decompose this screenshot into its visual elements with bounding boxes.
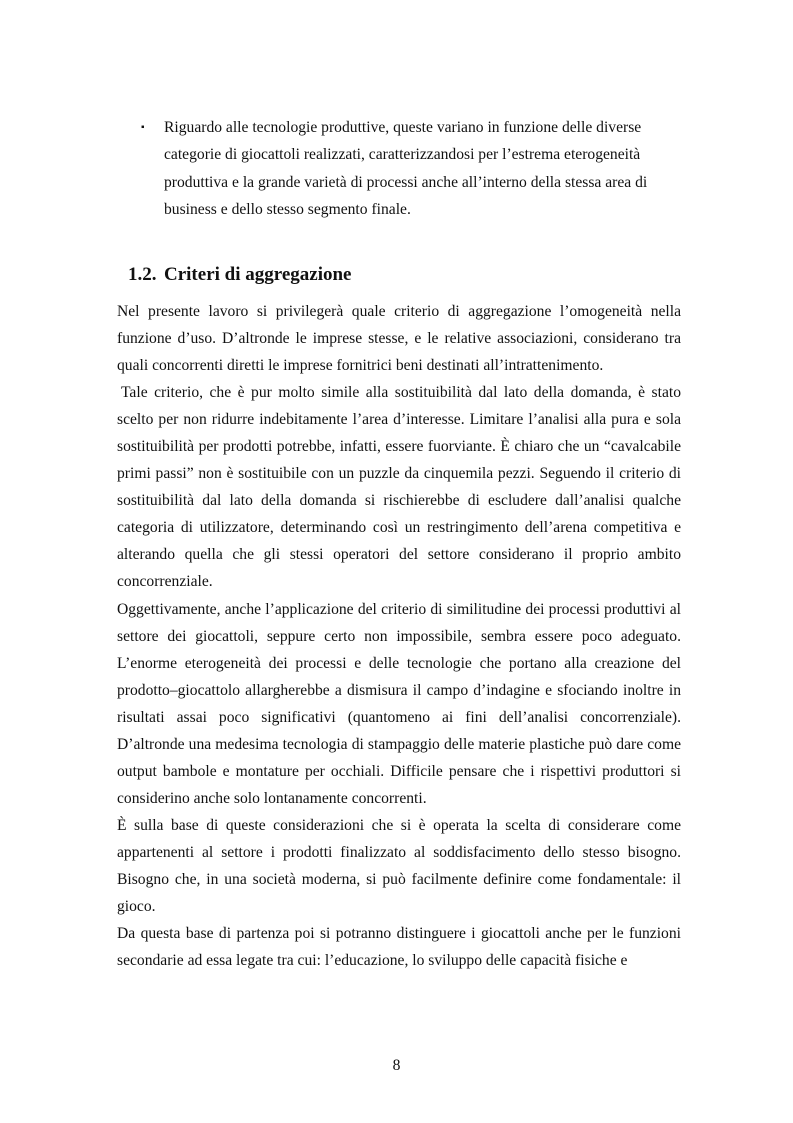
paragraph: È sulla base di queste considerazioni che si è operata la scelta di considerare come appartenenti al settore i prodotti finalizzato al soddisfacimento dello stesso bisogno. Bisogno che, in una società moderna, si può facilmente definire come fondamentale: il gioco. [117, 816, 681, 916]
bullet-text: Riguardo alle tecnologie produttive, queste variano in funzione delle diverse categorie di giocattoli realizzati, caratterizzandosi per l’estrema eterogeneità produttiva e la grande varietà di processi anche all’interno della stessa area di business e dello stesso segmento finale. [164, 119, 648, 219]
paragraph: Nel presente lavoro si privilegerà quale criterio di aggregazione l’omogeneità nella funzione d’uso. D’altronde le imprese stesse, e le relative associazioni, considerano tra quali concorrenti diretti le imprese fornitrici beni destinati all’intrattenimento. [117, 303, 681, 375]
paragraph: Tale criterio, che è pur molto simile alla sostituibilità dal lato della domanda, è stato scelto per non ridurre indebitamente l’area d’interesse. Limitare l’analisi alla pura e sola sostituibilità per prodotti potrebbe, infatti, essere fuorviante. È chiaro che un “cavalcabile primi passi” non è sostituibile con un puzzle da cinquemila pezzi. Seguendo il criterio di sostituibilità dal lato della domanda si rischierebbe di escludere dall’analisi qualche categoria di utilizzatore, determinando così un restringimento dell’arena competitiva e alterando quella che gli stessi operatori del settore considerano il proprio ambito concorrenziale. [117, 384, 681, 591]
page-number: 8 [392, 1057, 401, 1074]
paragraph: Da questa base di partenza poi si potranno distinguere i giocattoli anche per le funzioni secondarie ad essa legate tra cui: l’educazione, lo sviluppo delle capacità fisiche e [117, 925, 681, 970]
bullet-square-icon: ▪ [141, 122, 145, 133]
body-text [117, 298, 681, 974]
section-heading [128, 262, 352, 288]
section-title: Criteri di aggregazione [164, 264, 352, 285]
list-item [141, 114, 681, 224]
section-number: 1.2. [128, 264, 157, 285]
paragraph: Oggettivamente, anche l’applicazione del criterio di similitudine dei processi produttivi al settore dei giocattoli, seppure certo non impossibile, sembra essere poco adeguato. L’enorme eterogeneità dei processi e delle tecnologie che portano alla creazione del prodotto–giocattolo allargherebbe a dismisura il campo d’indagine e sfociando inoltre in risultati assai poco significativi (quantomeno ai fini dell’analisi concorrenziale). D’altronde una medesima tecnologia di stampaggio delle materie plastiche può dare come output bambole e montature per occhiali. Difficile pensare che i rispettivi produttori si considerino anche solo lontanamente concorrenti. [117, 600, 681, 807]
bullet-list [141, 114, 681, 224]
